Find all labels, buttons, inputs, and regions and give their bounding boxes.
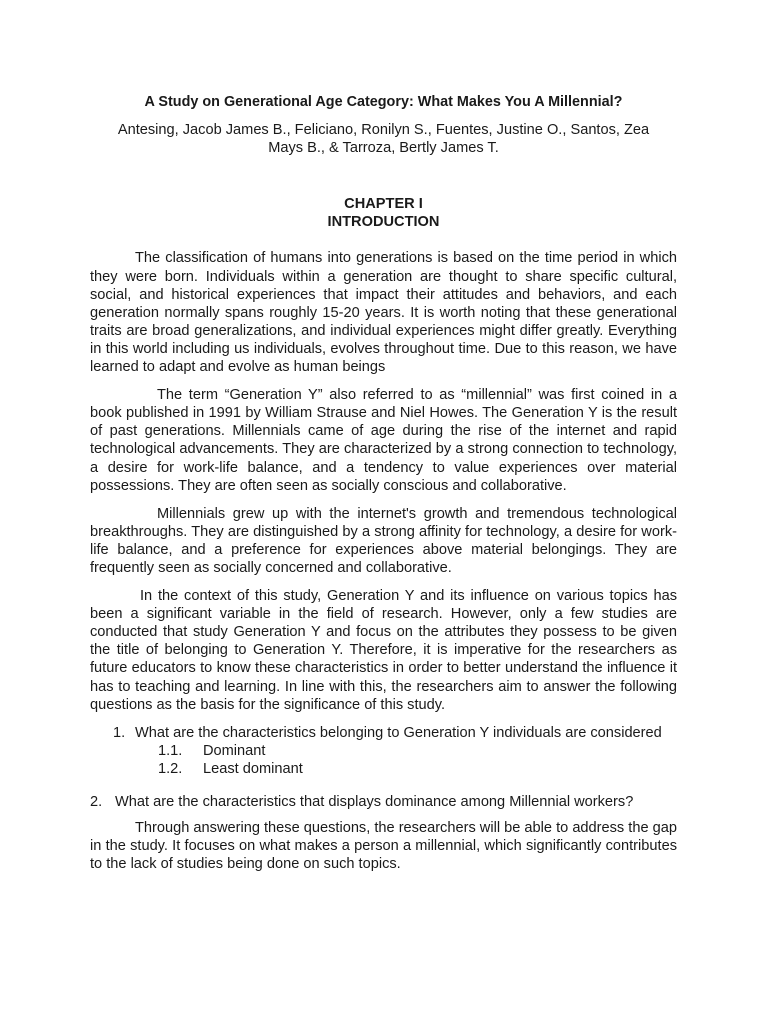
question-item	[90, 724, 677, 742]
sub-item-text: Least dominant	[203, 760, 303, 777]
document-page	[90, 93, 677, 883]
body-paragraph: The classification of humans into generations is based on the time period in which they were born. Individuals within a generation are thought to share specific cultural, social, and historical experiences that impact their attitudes and behaviors, and each generation normally spans roughly 15-20 years. It is worth noting that these generational traits are broad generalizations, and individual experiences might differ greatly. Everything in this world including us individuals, evolves throughout time. Due to this reason, we have learned to adapt and evolve as human beings	[90, 250, 677, 376]
list-number: 2.	[90, 794, 103, 810]
question-item	[90, 793, 677, 811]
author-list: Antesing, Jacob James B., Feliciano, Ronilyn S., Fuentes, Justine O., Santos, Zea Mays B., & Tarroza, Bertly James T.	[117, 122, 650, 157]
sub-item-text: Dominant	[203, 742, 266, 759]
question-text: What are the characteristics belonging to Generation Y individuals are considered	[135, 724, 662, 741]
list-number: 1.	[113, 724, 126, 741]
sub-list-item	[90, 742, 677, 760]
question-text: What are the characteristics that displays dominance among Millennial workers?	[115, 794, 634, 810]
sub-list-item	[90, 760, 677, 778]
list-number: 1.2.	[158, 760, 183, 777]
body-paragraph: The term “Generation Y” also referred to as “millennial” was first coined in a book published in 1991 by William Strause and Niel Howes. The Generation Y is the result of past generations. Millennials came of age during the rise of the internet and rapid technological advancements. They are characterized by a strong connection to technology, a desire for work-life balance, and a tendency to value experiences over material possessions. They are often seen as socially conscious and collaborative.	[90, 387, 677, 494]
chapter-heading: CHAPTER I	[344, 196, 423, 213]
closing-paragraph: Through answering these questions, the researchers will be able to address the gap in the study. It focuses on what makes a person a millennial, which significantly contributes to the lack of studies being done on such topics.	[90, 820, 677, 873]
sub-question-list	[90, 742, 677, 778]
body-paragraph: In the context of this study, Generation Y and its influence on various topics has been a significant variable in the field of research. However, only a few studies are conducted that study Generation Y and focus on the attributes they possess to be given the title of belonging to Generation Y. Therefore, it is imperative for the researchers as future educators to know these characteristics in order to better understand the influence it has to teaching and learning. In line with this, the researchers aim to answer the following questions as the basis for the significance of this study.	[90, 588, 677, 713]
body-paragraph: Millennials grew up with the internet's growth and tremendous technological breakthroughs. They are distinguished by a strong affinity for technology, a desire for work-life balance, and a preference for experiences above material belongings. They are frequently seen as socially concerned and collaborative.	[90, 505, 677, 576]
list-number: 1.1.	[158, 742, 183, 759]
section-heading: INTRODUCTION	[327, 214, 440, 231]
document-title: A Study on Generational Age Category: What Makes You A Millennial?	[144, 94, 623, 110]
